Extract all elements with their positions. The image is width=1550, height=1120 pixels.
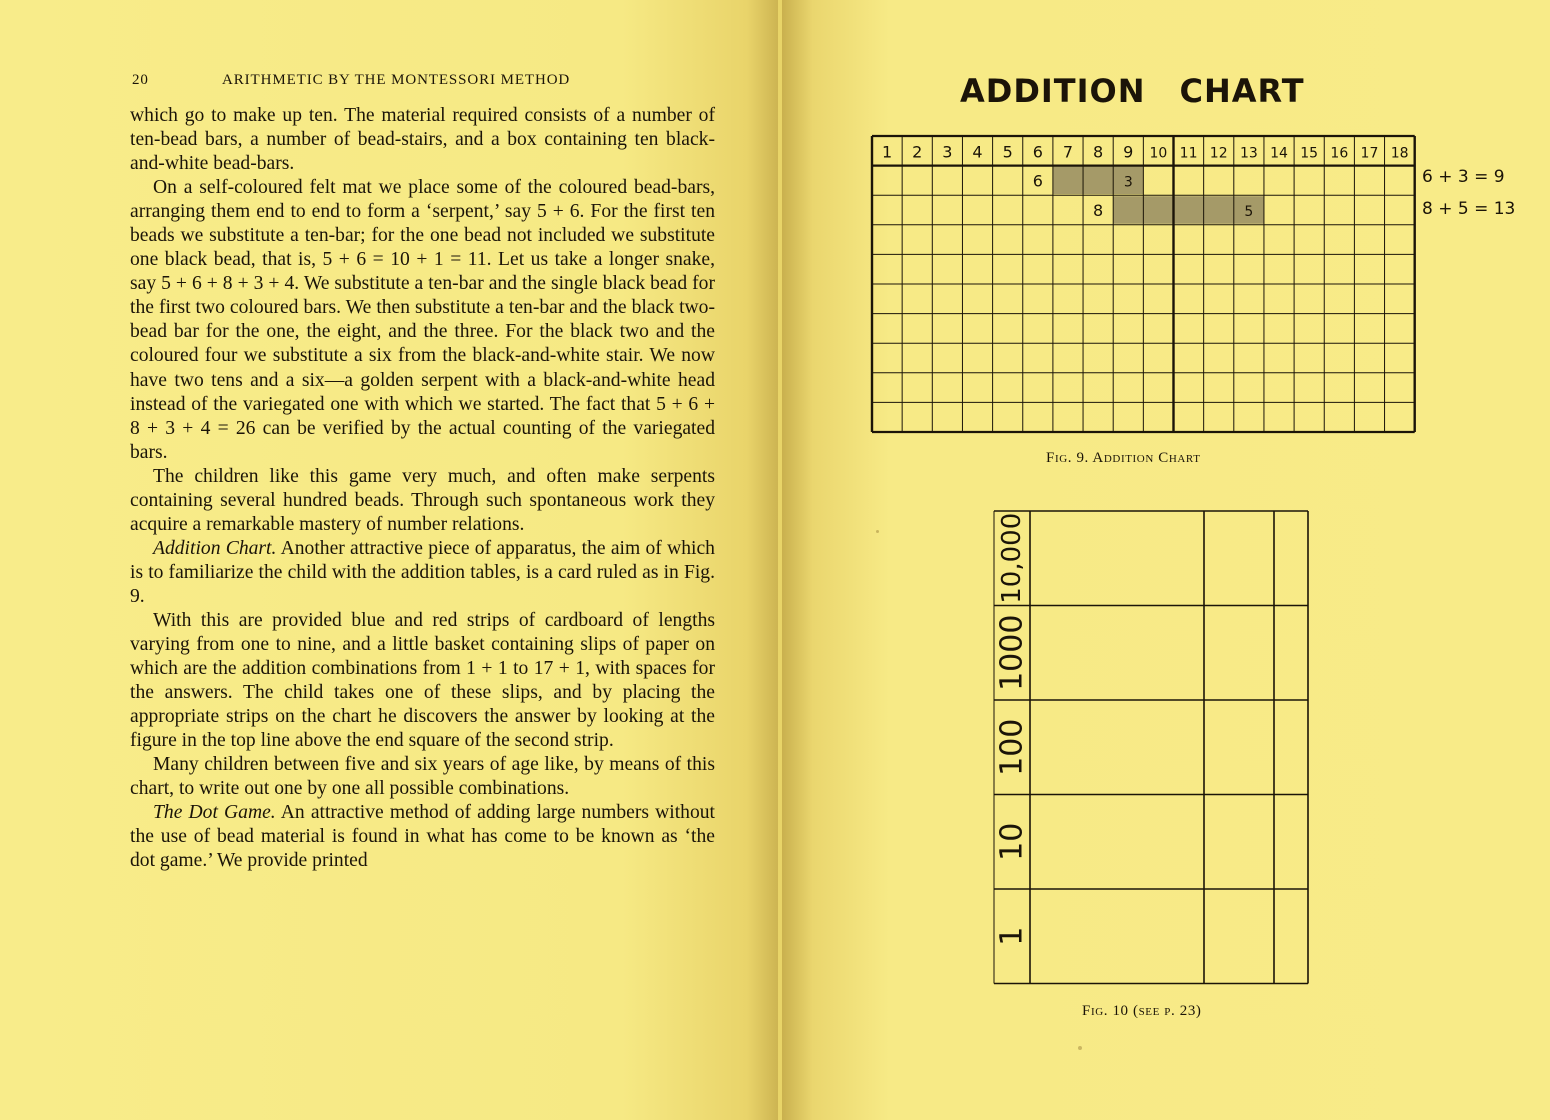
figure-9-caption: Fig. 9. Addition Chart [1046, 450, 1201, 466]
column-number: 7 [1062, 142, 1074, 162]
place-label-10: 10 [994, 822, 1030, 861]
paragraph-7: The Dot Game. An attractive method of adding large numbers without the use of bead material is found in what has come to be known as ‘the dot game.’ We provide printed [130, 802, 715, 872]
paragraph-1: which go to make up ten. The material required consists of a number of ten-bead bars, a number of bead-stairs, and a box containing ten black-and-white bead-bars. [130, 105, 715, 175]
paragraph-3: The children like this game very much, and often make serpents containing several hundred beads. Through such spontaneous work they acquire a remarkable mastery of number relations. [130, 465, 715, 535]
heading-word-2: CHART [1179, 72, 1305, 110]
heading-word-1: ADDITION [960, 72, 1146, 110]
figure-10-caption: Fig. 10 (see p. 23) [1082, 1003, 1202, 1019]
running-head [132, 72, 732, 89]
place-label-100: 100 [994, 718, 1030, 776]
column-number: 15 [1300, 145, 1319, 162]
place-label-1000: 1000 [994, 614, 1030, 691]
body-text [130, 104, 715, 874]
figure-10-place-value-chart [990, 508, 1312, 990]
column-number: 16 [1330, 145, 1349, 162]
paragraph-4: Addition Chart. Another attractive piece of apparatus, the aim of which is to familiarize the child with the addition tables, is a card ruled as in Fig. 9. [130, 537, 715, 607]
paragraph-5: With this are provided blue and red strips of cardboard of lengths varying from one to nine, and a little basket containing slips of paper on which are the addition combinations from 1 + 1 to 17 + 1, with spaces for the answers. The child takes one of these slips, and by placing the appropriate strips on the chart he discovers the answer by looking at the figure in the top line above the end square of the second strip. [130, 609, 715, 752]
equation-1: 6 + 3 = 9 [1422, 167, 1505, 187]
column-number: 10 [1149, 145, 1168, 162]
column-number: 2 [912, 142, 923, 162]
running-title: ARITHMETIC BY THE MONTESSORI METHOD [222, 72, 571, 88]
strip-second-label-2: 5 [1244, 203, 1254, 220]
column-number: 6 [1032, 142, 1043, 162]
column-number: 18 [1390, 145, 1409, 162]
strip-shade-2 [1113, 196, 1264, 224]
column-number: 5 [1002, 142, 1013, 162]
equation-2: 8 + 5 = 13 [1422, 199, 1516, 219]
paragraph-6: Many children between five and six years of age like, by means of this chart, to write out one by one all possible combinations. [130, 754, 715, 800]
paragraph-2: On a self-coloured felt mat we place some of the coloured bead-bars, arranging them end to end to form a ‘serpent,’ say 5 + 6. For the first ten beads we substitute a ten-bar; for the one bead not included we substitute one black bead, that is, 5 + 6 = 10 + 1 = 11. Let us take a longer snake, say 5 + 6 + 8 + 3 + 4. We substitute a ten-bar and the single black bead for the first two coloured bars. We then substitute a ten-bar and the black two-bead bar for the one, the eight, and the three. For the black two and the coloured four we substitute a six from the black-and-white stair. We now have two tens and a six—a golden serpent with a black-and-white head instead of the variegated one with which we started. The fact that 5 + 6 + 8 + 3 + 4 = 26 can be verified by the actual counting of the variegated bars. [130, 177, 715, 463]
column-number: 13 [1239, 145, 1258, 162]
column-number: 9 [1123, 142, 1134, 162]
paragraph-lead: Addition Chart. [153, 537, 277, 559]
column-number: 1 [881, 142, 893, 162]
strip-first-label-1: 6 [1032, 171, 1043, 191]
place-label-1: 1 [994, 926, 1030, 946]
column-number: 11 [1179, 145, 1198, 162]
paper-speck [876, 530, 879, 533]
page-number: 20 [132, 72, 149, 88]
chart-heading [960, 72, 1320, 110]
column-number: 12 [1209, 145, 1228, 162]
column-number: 3 [942, 142, 953, 162]
paper-speck [1078, 1046, 1082, 1050]
strip-second-label-1: 3 [1123, 174, 1133, 191]
column-number: 8 [1093, 142, 1104, 162]
strip-first-label-2: 8 [1093, 200, 1104, 220]
column-number: 14 [1270, 145, 1288, 162]
paragraph-lead: The Dot Game. [153, 802, 276, 824]
column-number: 4 [972, 142, 983, 162]
place-label-10000: 10,000 [997, 512, 1027, 604]
figure-9-addition-chart [868, 128, 1418, 440]
column-number: 17 [1360, 145, 1379, 162]
